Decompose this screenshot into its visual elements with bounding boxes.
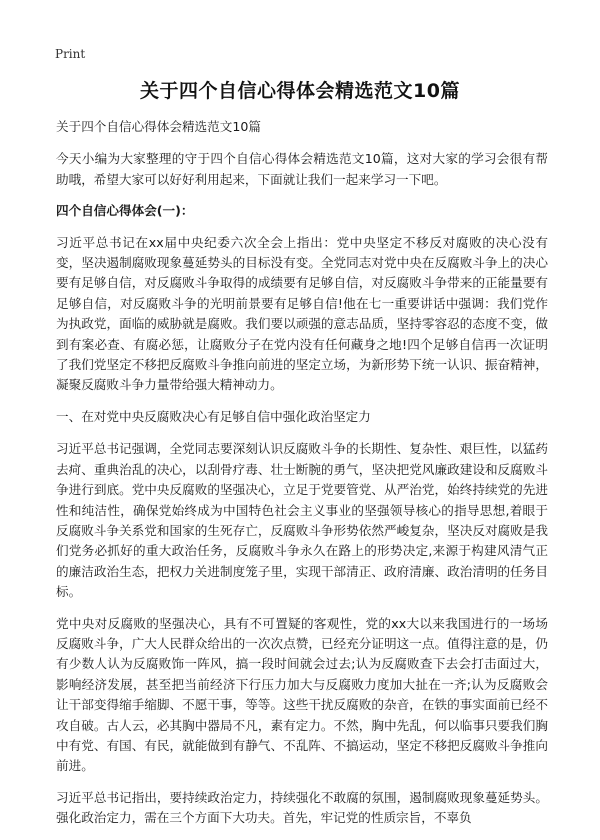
body-paragraph: 党中央对反腐败的坚强决心，具有不可置疑的客观性，党的xx大以来我国进行的一场场反腐败斗争，广大人民群众给出的一次次点赞，已经充分证明这一点。值得注意的是，仍有少数人认为反腐败饰一阵风，搞一段时间就会过去;认为反腐败查下去会打击面过大，影响经济发展，甚至把当前经济下行压力加大与反腐败力度加大扯在一齐;认为反腐败会让干部变得缩手缩脚、不愿干事，等等。这些干扰反腐败的杂音，在铁的事实面前已经不攻自破。古人云，必其胸中器局不凡，素有定力。不然，胸中先乱，何以临事只要我们胸中有党、有国、有民，就能做到有静气、不乱阵、不搞运动，坚定不移把反腐败斗争推向前进。 [56,615,548,774]
body-paragraph: 习近平总书记指出，要持续政治定力，持续强化不敢腐的氛围，遏制腐败现象蔓延势头。强化政治定力，需在三个方面下大功夫。首先，牢记党的性质宗旨，不辜负 [56,789,548,826]
article-subtitle: 关于四个自信心得体会精选范文10篇 [56,119,261,134]
article-body [56,117,548,840]
body-paragraph: 习近平总书记强调，全党同志要深刻认识反腐败斗争的长期性、复杂性、艰巨性，以猛药去疴、重典治乱的决心，以刮骨疗毒、壮士断腕的勇气，坚决把党风廉政建设和反腐败斗争进行到底。党中央反腐败的坚强决心，立足于党要管党、从严治党，始终持续党的先进性和纯洁性，确保党始终成为中国特色社会主义事业的坚强领导核心的指导思想,着眼于反腐败斗争关系党和国家的生死存亡，反腐败斗争形势依然严峻复杂，坚决反对腐败是我们党务必抓好的重大政治任务，反腐败斗争永久在路上的形势决定,来源于构建风清气正的廉洁政治生态，把权力关进制度笼子里，实现干部清正、政府清廉、政治清明的任务目标。 [56,441,548,600]
print-link[interactable]: Print [55,47,86,61]
body-paragraph: 习近平总书记在xx届中央纪委六次全会上指出：党中央坚定不移反对腐败的决心没有变，坚决遏制腐败现象蔓延势头的目标没有变。全党同志对党中央在反腐败斗争上的决心要有足够自信，对反腐败斗争取得的成绩要有足够自信，对反腐败斗争带来的正能量要有足够自信，对反腐败斗争的光明前景要有足够自信!他在七一重要讲话中强调：我们党作为执政党，面临的威胁就是腐败。我们要以顽强的意志品质，坚持零容忍的态度不变，做到有案必查、有腐必惩，让腐败分子在党内没有任何藏身之地!四个足够自信再一次证明了我们党坚定不移把反腐败斗争推向前进的坚定立场，为新形势下统一认识、振奋精神，凝聚反腐败斗争力量带给强大精神动力。 [56,234,548,393]
intro-paragraph: 今天小编为大家整理的守于四个自信心得体会精选范文10篇，这对大家的学习会很有帮助哦，希望大家可以好好利用起来，下面就让我们一起来学习一下吧。 [56,151,548,187]
section-subheading: 一、在对党中央反腐败决心有足够自信中强化政治坚定力 [56,408,371,424]
section-heading: 四个自信心得体会(一)： [56,203,194,219]
page-title: 关于四个自信心得体会精选范文10篇 [140,80,460,102]
